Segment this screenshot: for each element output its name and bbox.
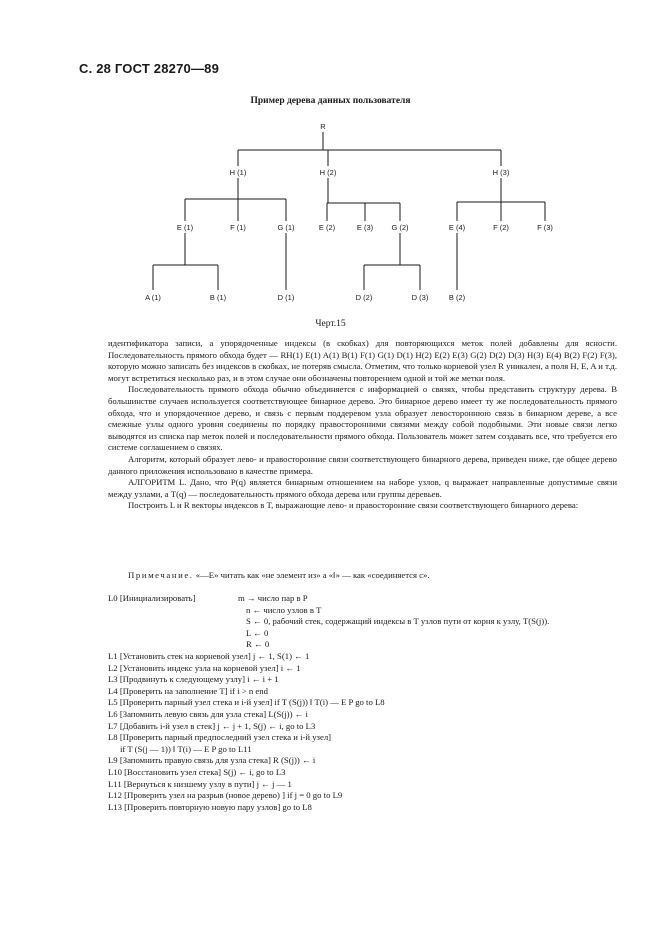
- tree-node-g1: G (1): [277, 223, 295, 232]
- algorithm-step: L10 [Восстановить узел стека] S(j) ← i, go to L3: [108, 766, 286, 777]
- tree-node-h1: H (1): [229, 168, 247, 177]
- algorithm-step: L4 [Проверить на заполнение T] if i > n end: [108, 685, 268, 696]
- figure-caption: Черт.15: [315, 319, 346, 329]
- l0-line: n ← число узлов в T: [246, 604, 322, 615]
- tree-diagram: [0, 0, 661, 320]
- tree-node-d2: D (2): [355, 293, 373, 302]
- note: [128, 570, 430, 580]
- paragraph: Алгоритм, который образует лево- и правосторонние связи соответствующего бинарного дерева, приведен ниже, где общее дерево данного приложения использовано в качестве примера.: [108, 453, 617, 476]
- algorithm-step: L12 [Проверить узел на разрыв (новое дерево) ] if j = 0 go to L9: [108, 790, 343, 801]
- tree-node-e4: E (4): [448, 223, 466, 232]
- page-header: С. 28 ГОСТ 28270—89: [79, 61, 220, 76]
- figure-title: Пример дерева данных пользователя: [250, 96, 411, 106]
- l0-line: R ← 0: [246, 639, 270, 650]
- algorithm-listing: [108, 593, 628, 813]
- paragraph: Построить L и R векторы индексов в T, выражающие лево- и правосторонние связи соответствующего бинарного дерева:: [128, 500, 579, 511]
- tree-node-e2: E (2): [318, 223, 336, 232]
- body-text: [108, 338, 617, 512]
- algorithm-step: L7 [Добавить i-й узел в стек] j ← j + 1, S(j) ← i, go to L3: [108, 720, 316, 731]
- tree-node-b2: B (2): [448, 293, 466, 302]
- paragraph: Последовательность прямого обхода обычно объединяется с информацией о связях, чтобы представить структуру дерева. В большинстве случаев используется соответствующее бинарное дерево. Это бинарное дерево имеет ту же последовательность прямого обхода, что и упорядоченное дерево, и связь с первым поддеревом узла образует левостороннюю связь в бинарном дереве, а все смежные узлы одного уровня соединены по порядку правосторонними связями между собой подобными. Эти новые связи легко выводятся из списка пар меток полей и последовательности прямого обхода. Пользователь может затем создавать все, что требуется его системе соглашением о связях.: [108, 384, 617, 453]
- tree-node-e1: E (1): [176, 223, 194, 232]
- algorithm-step: L13 [Проверить повторную новую пару узлов] go to L8: [108, 801, 312, 812]
- paragraph: АЛГОРИТМ L. Дано, что P(q) является бинарным отношением на наборе узлов, q выражает направленные допустимые связи между узлами, а T(q) — последовательность прямого обхода дерева или группы деревьев.: [108, 477, 617, 499]
- l0-head: L0 [Инициализировать]: [108, 593, 196, 603]
- l0-line: S ← 0, рабочий стек, содержащий индексы в T узлов пути от корня к узлу, T(S(j)).: [246, 616, 550, 627]
- l0-line: m → число пар в P: [238, 593, 308, 603]
- tree-edges: [153, 132, 545, 290]
- note-label: Примечание.: [128, 570, 194, 580]
- tree-node-h2: H (2): [319, 168, 337, 177]
- l0-line: L ← 0: [246, 627, 269, 638]
- tree-node-f2: F (2): [493, 223, 509, 232]
- tree-node-d3: D (3): [411, 293, 429, 302]
- tree-node-e3: E (3): [356, 223, 374, 232]
- tree-node-f1: F (1): [230, 223, 246, 232]
- algorithm-step-continuation: if T (S(j — 1)) ‖ T(i) — E P go to L11: [120, 743, 252, 754]
- algorithm-step: L6 [Запомнить левую связь для узла стека] L(S(j)) ← i: [108, 708, 308, 719]
- tree-node-root: R: [320, 122, 326, 131]
- algorithm-step-l0: [108, 593, 628, 651]
- algorithm-step: L8 [Проверить парный предпоследний узел стека и i-й узел]: [108, 732, 332, 743]
- note-text: «—E» читать как «не элемент из» а «‖» — как «соединяется с».: [195, 570, 430, 580]
- algorithm-step: L3 [Продвинуть к следующему узлу] i ← i + 1: [108, 674, 279, 685]
- tree-node-f3: F (3): [537, 223, 553, 232]
- algorithm-step: L11 [Вернуться к низшему узлу в пути] j ← j — 1: [108, 778, 292, 789]
- tree-node-b1: B (1): [209, 293, 227, 302]
- tree-node-h3: H (3): [492, 168, 510, 177]
- algorithm-step: L1 [Установить стек на корневой узел] j ← 1, S(1) ← 1: [108, 650, 310, 661]
- algorithm-step: L5 [Проверить парный узел стека и i-й узел] if T (S(j)) ‖ T(i) — E P go to L8: [108, 697, 385, 708]
- algorithm-step: L9 [Запомнить правую связь для узла стека] R (S(j)) ← i: [108, 755, 316, 766]
- tree-node-d1: D (1): [277, 293, 295, 302]
- tree-node-g2: G (2): [391, 223, 409, 232]
- paragraph: идентификатора записи, а упорядоченные индексы (в скобках) для повторяющихся меток полей добавлены для ясности. Последовательность прямого обхода будет — RH(1) E(1) A(1) B(1) F(1) G(1) D(1) H(2) E(2) E(3) G(2) D(2) D(3) H(3) E(4) B(2) F(2) F(3), которую можно записать без индексов в скобках, не потеряв смысла. Отметим, что только корневой узел R уникален, а поля H, E, A и т.д. могут встретиться несколько раз, и в этом случае они обозначены повторением одной и той же метки поля.: [108, 338, 617, 383]
- algorithm-step: L2 [Установить индекс узла на корневой узел] i ← 1: [108, 662, 301, 673]
- tree-node-a1: A (1): [145, 293, 161, 302]
